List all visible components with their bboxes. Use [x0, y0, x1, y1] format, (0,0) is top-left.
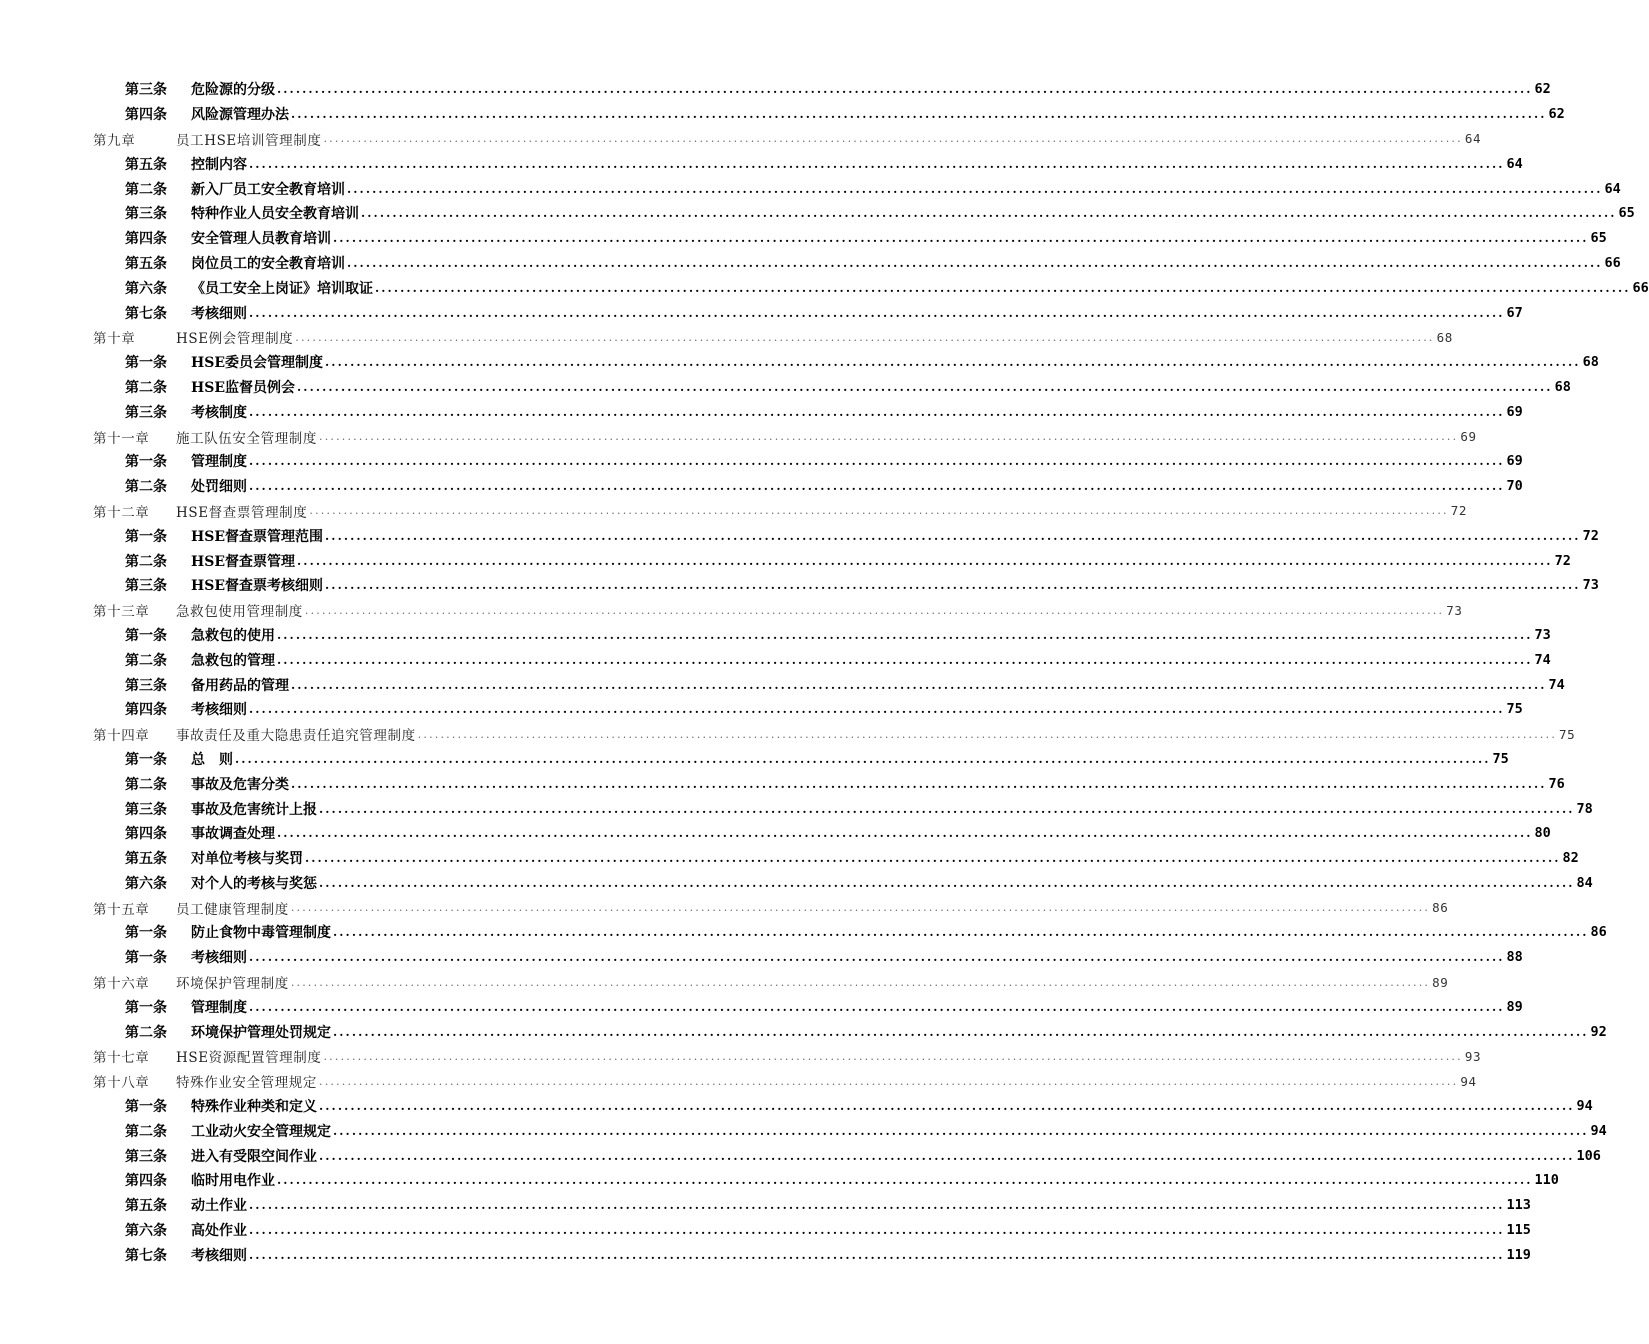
toc-page-number: 75 [1492, 750, 1509, 767]
toc-page-number: 73 [1446, 602, 1463, 618]
toc-entry-label [125, 1220, 247, 1240]
dot-leader: ........................................................................................................................................................................................................ [291, 677, 1547, 692]
dot-leader: ........................................................................................................................................................................................................ [319, 1074, 1459, 1088]
toc-entry-number: 第一条 [125, 950, 167, 967]
toc-article-entry[interactable] [0, 300, 1523, 325]
toc-article-entry[interactable] [0, 994, 1523, 1019]
dot-leader: ........................................................................................................................................................................................................ [333, 925, 1589, 940]
toc-entry-number: 第二条 [125, 1123, 167, 1140]
toc-entry-title: 考核细则 [191, 702, 247, 719]
toc-entry-label [125, 526, 323, 546]
toc-article-entry[interactable] [0, 151, 1523, 176]
toc-entry-number: 第五条 [125, 255, 167, 272]
toc-entry-title: 管理制度 [191, 999, 247, 1016]
toc-entry-label [93, 724, 416, 744]
toc-entry-number: 第十四章 [93, 728, 150, 745]
toc-page-number: 89 [1506, 998, 1523, 1015]
toc-entry-title: 危险源的分级 [191, 82, 275, 99]
toc-entry-label [125, 79, 275, 99]
toc-entry-title: 控制内容 [191, 156, 247, 173]
toc-entry-label [125, 253, 345, 273]
toc-entry-label [93, 1046, 321, 1066]
dot-leader: ........................................................................................................................................................................................................ [375, 280, 1631, 295]
toc-entry-title: 岗位员工的安全教育培训 [191, 255, 345, 272]
toc-page-number: 106 [1576, 1147, 1601, 1164]
toc-page-number: 64 [1464, 131, 1482, 147]
toc-entry-title: 新入厂员工安全教育培训 [191, 181, 345, 198]
toc-page-number: 86 [1590, 924, 1607, 941]
dot-leader: ........................................................................................................................................................................................................ [249, 702, 1505, 717]
toc-entry-number: 第二条 [125, 776, 167, 793]
toc-entry-label [125, 799, 317, 819]
toc-entry-number: 第一条 [125, 454, 167, 471]
dot-leader: ........................................................................................................................................................................................................ [333, 231, 1589, 246]
dot-leader: ........................................................................................................................................................................................................ [249, 404, 1505, 419]
toc-article-entry[interactable] [0, 1143, 1601, 1168]
toc-entry-title: 员工健康管理制度 [176, 901, 289, 918]
toc-page-number: 94 [1576, 1098, 1593, 1115]
toc-page-number: 69 [1506, 403, 1523, 420]
toc-entry-number: 第三条 [125, 578, 167, 595]
toc-page-number: 74 [1548, 676, 1565, 693]
toc-entry-title: 事故责任及重大隐患责任追究管理制度 [176, 728, 416, 745]
toc-entry-title: 风险源管理办法 [191, 107, 289, 124]
toc-article-entry[interactable] [0, 697, 1523, 722]
toc-entry-title: 工业动火安全管理规定 [191, 1123, 331, 1140]
toc-entry-label [93, 972, 289, 992]
toc-entry-number: 第十五章 [93, 901, 150, 918]
toc-entry-label [125, 402, 247, 422]
toc-entry-number: 第十三章 [93, 604, 150, 621]
toc-entry-number: 第二条 [125, 1024, 167, 1041]
toc-entry-title: 考核制度 [191, 404, 247, 421]
toc-entry-label [125, 1170, 275, 1190]
toc-entry-label [125, 1022, 331, 1042]
toc-chapter-entry[interactable] [0, 598, 1463, 623]
toc-chapter-entry[interactable] [0, 127, 1482, 152]
toc-entry-number: 第四条 [125, 231, 167, 248]
toc-chapter-entry[interactable] [0, 970, 1449, 995]
toc-entry-title: 管理制度 [191, 454, 247, 471]
toc-entry-label [125, 179, 345, 199]
dot-leader: ........................................................................................................................................................................................................ [319, 1099, 1575, 1114]
toc-entry-number: 第四条 [125, 1173, 167, 1190]
toc-chapter-entry[interactable] [0, 722, 1576, 747]
toc-entry-number: 第六条 [125, 280, 167, 297]
toc-page-number: 78 [1576, 800, 1593, 817]
toc-entry-title: 总 则 [191, 751, 233, 768]
dot-leader: ........................................................................................................................................................................................................ [325, 578, 1581, 593]
toc-page-number: 62 [1534, 81, 1551, 98]
toc-entry-number: 第一条 [125, 627, 167, 644]
toc-entry-title: 特殊作业安全管理规定 [176, 1075, 317, 1092]
dot-leader: ........................................................................................................................................................................................................ [297, 553, 1553, 568]
toc-entry-label [125, 377, 295, 397]
toc-entry-title: 环境保护管理处罚规定 [191, 1024, 331, 1041]
dot-leader: ........................................................................................................................................................................................................ [323, 132, 1463, 146]
dot-leader: ........................................................................................................................................................................................................ [249, 454, 1505, 469]
toc-entry-title: 特种作业人员安全教育培训 [191, 206, 359, 223]
toc-entry-number: 第四条 [125, 702, 167, 719]
toc-entry-label [125, 1146, 317, 1166]
toc-entry-number: 第十七章 [93, 1050, 150, 1067]
toc-entry-number: 第二条 [125, 652, 167, 669]
toc-article-entry[interactable] [0, 548, 1571, 573]
toc-page-number: 115 [1506, 1222, 1531, 1239]
toc-page-number: 113 [1506, 1197, 1531, 1214]
toc-entry-title: 动土作业 [191, 1198, 247, 1215]
toc-entry-title: HSE委员会管理制度 [191, 355, 324, 372]
toc-page-number: 92 [1590, 1023, 1607, 1040]
toc-page-number: 64 [1604, 180, 1621, 197]
dot-leader: ........................................................................................................................................................................................................ [295, 330, 1435, 344]
toc-page-number: 66 [1632, 279, 1649, 296]
toc-entry-number: 第四条 [125, 107, 167, 124]
toc-page-number: 66 [1604, 254, 1621, 271]
dot-leader: ........................................................................................................................................................................................................ [347, 181, 1603, 196]
toc-entry-label [125, 278, 373, 298]
toc-entry-label [125, 1245, 247, 1265]
toc-page-number: 74 [1534, 651, 1551, 668]
toc-entry-label [125, 303, 247, 323]
dot-leader: ........................................................................................................................................................................................................ [319, 430, 1459, 444]
toc-entry-title: HSE督查票考核细则 [191, 578, 324, 595]
dot-leader: ........................................................................................................................................................................................................ [347, 255, 1603, 270]
toc-page-number: 119 [1506, 1246, 1531, 1263]
toc-article-entry[interactable] [0, 275, 1649, 300]
toc-article-entry[interactable] [0, 1193, 1531, 1218]
toc-entry-title: 急救包使用管理制度 [176, 604, 303, 621]
toc-article-entry[interactable] [0, 176, 1621, 201]
toc-entry-title: 对个人的考核与奖惩 [191, 875, 317, 892]
toc-entry-label [93, 501, 307, 521]
toc-article-entry[interactable] [0, 1218, 1531, 1243]
toc-entry-title: 员工HSE培训管理制度 [176, 132, 322, 149]
toc-entry-number: 第三条 [125, 404, 167, 421]
toc-article-entry[interactable] [0, 1242, 1531, 1267]
toc-page-number: 88 [1506, 949, 1523, 966]
toc-article-entry[interactable] [0, 846, 1579, 871]
toc-page-number: 69 [1460, 429, 1477, 445]
dot-leader: ........................................................................................................................................................................................................ [304, 603, 1445, 617]
toc-entry-number: 第三条 [125, 801, 167, 818]
toc-entry-label [125, 749, 233, 769]
toc-entry-title: 临时用电作业 [191, 1173, 275, 1190]
toc-entry-label [93, 898, 289, 918]
toc-entry-label [125, 625, 275, 645]
toc-entry-label [125, 699, 247, 719]
toc-article-entry[interactable] [0, 350, 1599, 375]
toc-entry-number: 第七条 [125, 305, 167, 322]
toc-entry-title: HSE督查票管理 [191, 553, 296, 570]
toc-article-entry[interactable] [0, 102, 1565, 127]
dot-leader: ........................................................................................................................................................................................................ [249, 156, 1505, 171]
toc-entry-label [125, 154, 247, 174]
toc-entry-title: 特殊作业种类和定义 [191, 1099, 317, 1116]
toc-entry-label [125, 675, 289, 695]
toc-page-number: 67 [1506, 304, 1523, 321]
toc-article-entry[interactable] [0, 399, 1523, 424]
toc-entry-number: 第四条 [125, 826, 167, 843]
dot-leader: ........................................................................................................................................................................................................ [277, 82, 1533, 97]
toc-entry-title: 考核细则 [191, 1247, 247, 1264]
toc-entry-title: HSE例会管理制度 [176, 331, 294, 348]
toc-entry-number: 第十二章 [93, 504, 150, 521]
toc-entry-number: 第一条 [125, 1099, 167, 1116]
toc-page-number: 110 [1534, 1172, 1559, 1189]
dot-leader: ........................................................................................................................................................................................................ [309, 504, 1449, 518]
toc-article-entry[interactable] [0, 672, 1565, 697]
toc-entry-number: 第二条 [125, 181, 167, 198]
toc-article-entry[interactable] [0, 871, 1593, 896]
toc-article-entry[interactable] [0, 920, 1607, 945]
toc-page-number: 65 [1618, 205, 1635, 222]
toc-entry-number: 第十一章 [93, 430, 150, 447]
toc-entry-number: 第一条 [125, 528, 167, 545]
toc-entry-label [125, 997, 247, 1017]
dot-leader: ........................................................................................................................................................................................................ [417, 727, 1558, 741]
toc-page-number: 72 [1450, 503, 1467, 519]
toc-entry-title: 施工队伍安全管理制度 [176, 430, 317, 447]
toc-page-number: 82 [1562, 850, 1579, 867]
dot-leader: ........................................................................................................................................................................................................ [277, 627, 1533, 642]
toc-page-number: 68 [1582, 354, 1599, 371]
toc-page-number: 68 [1436, 329, 1453, 345]
dot-leader: ........................................................................................................................................................................................................ [297, 379, 1553, 394]
toc-article-entry[interactable] [0, 623, 1551, 648]
toc-article-entry[interactable] [0, 1019, 1607, 1044]
toc-entry-title: 考核细则 [191, 305, 247, 322]
toc-page-number: 94 [1590, 1122, 1607, 1139]
toc-entry-number: 第三条 [125, 206, 167, 223]
toc-page-number: 76 [1548, 775, 1565, 792]
toc-article-entry[interactable] [0, 747, 1509, 772]
toc-entry-number: 第五条 [125, 851, 167, 868]
toc-entry-number: 第一条 [125, 999, 167, 1016]
toc-entry-title: 进入有受限空间作业 [191, 1148, 317, 1165]
toc-entry-title: 急救包的使用 [191, 627, 275, 644]
toc-entry-number: 第一条 [125, 751, 167, 768]
toc-article-entry[interactable] [0, 647, 1551, 672]
toc-page-number: 80 [1534, 825, 1551, 842]
toc-entry-label [93, 600, 303, 620]
toc-entry-number: 第二条 [125, 479, 167, 496]
toc-entry-title: HSE资源配置管理制度 [176, 1050, 322, 1067]
toc-entry-title: 防止食物中毒管理制度 [191, 925, 331, 942]
toc-entry-label [93, 129, 321, 149]
dot-leader: ........................................................................................................................................................................................................ [249, 1247, 1505, 1262]
dot-leader: ........................................................................................................................................................................................................ [249, 1198, 1505, 1213]
toc-entry-label [93, 327, 293, 347]
dot-leader: ........................................................................................................................................................................................................ [235, 751, 1491, 766]
toc-chapter-entry[interactable] [0, 895, 1449, 920]
toc-entry-label [125, 228, 331, 248]
toc-entry-label [93, 427, 317, 447]
toc-entry-number: 第六条 [125, 1223, 167, 1240]
toc-page-number: 89 [1432, 974, 1449, 990]
toc-page-number: 73 [1582, 577, 1599, 594]
dot-leader: ........................................................................................................................................................................................................ [249, 950, 1505, 965]
toc-page-number: 75 [1506, 701, 1523, 718]
toc-entry-title: 备用药品的管理 [191, 677, 289, 694]
toc-entry-number: 第一条 [125, 925, 167, 942]
toc-entry-number: 第九章 [93, 132, 136, 149]
dot-leader: ........................................................................................................................................................................................................ [277, 652, 1533, 667]
toc-page-number: 84 [1576, 874, 1593, 891]
toc-article-entry[interactable] [0, 1094, 1593, 1119]
toc-entry-number: 第十六章 [93, 976, 150, 993]
dot-leader: ........................................................................................................................................................................................................ [333, 1123, 1589, 1138]
toc-entry-number: 第三条 [125, 1148, 167, 1165]
toc-article-entry[interactable] [0, 1118, 1607, 1143]
toc-entry-title: HSE监督员例会 [191, 379, 296, 396]
dot-leader: ........................................................................................................................................................................................................ [249, 305, 1505, 320]
toc-entry-label [125, 922, 331, 942]
toc-chapter-entry[interactable] [0, 325, 1453, 350]
toc-page-number: 72 [1582, 527, 1599, 544]
toc-entry-number: 第一条 [125, 355, 167, 372]
dot-leader: ........................................................................................................................................................................................................ [290, 901, 1431, 915]
toc-entry-label [125, 774, 289, 794]
dot-leader: ........................................................................................................................................................................................................ [291, 776, 1547, 791]
toc-entry-number: 第六条 [125, 875, 167, 892]
toc-page-number: 73 [1534, 626, 1551, 643]
toc-article-entry[interactable] [0, 796, 1593, 821]
toc-article-entry[interactable] [0, 201, 1635, 226]
toc-entry-label [125, 1096, 317, 1116]
toc-page-number: 70 [1506, 478, 1523, 495]
toc-entry-title: 事故及危害分类 [191, 776, 289, 793]
toc-entry-label [93, 1071, 317, 1091]
toc-article-entry[interactable] [0, 523, 1599, 548]
toc-article-entry[interactable] [0, 77, 1551, 102]
toc-entry-number: 第三条 [125, 82, 167, 99]
toc-entry-label [125, 873, 317, 893]
toc-entry-label [125, 551, 295, 571]
toc-article-entry[interactable] [0, 1168, 1559, 1193]
toc-chapter-entry[interactable] [0, 1069, 1477, 1094]
toc-entry-label [125, 203, 359, 223]
toc-page-number: 94 [1460, 1073, 1477, 1089]
toc-entry-label [125, 1121, 331, 1141]
toc-page-number: 75 [1559, 726, 1576, 742]
toc-entry-label [125, 575, 323, 595]
toc-chapter-entry[interactable] [0, 424, 1477, 449]
toc-page-number: 69 [1506, 453, 1523, 470]
toc-entry-title: 安全管理人员教育培训 [191, 231, 331, 248]
toc-entry-label [125, 1195, 247, 1215]
toc-page-number: 86 [1432, 900, 1449, 916]
toc-entry-title: 考核细则 [191, 950, 247, 967]
toc-article-entry[interactable] [0, 771, 1565, 796]
toc-entry-number: 第二条 [125, 379, 167, 396]
dot-leader: ........................................................................................................................................................................................................ [325, 528, 1581, 543]
dot-leader: ........................................................................................................................................................................................................ [319, 1148, 1575, 1163]
dot-leader: ........................................................................................................................................................................................................ [291, 107, 1547, 122]
toc-entry-title: 处罚细则 [191, 479, 247, 496]
toc-entry-label [125, 650, 275, 670]
dot-leader: ........................................................................................................................................................................................................ [361, 206, 1617, 221]
dot-leader: ........................................................................................................................................................................................................ [249, 479, 1505, 494]
toc-page-number: 65 [1590, 230, 1607, 247]
toc-article-entry[interactable] [0, 375, 1571, 400]
toc-article-entry[interactable] [0, 821, 1551, 846]
toc-page-number: 68 [1554, 378, 1571, 395]
toc-entry-number: 第五条 [125, 1198, 167, 1215]
toc-entry-number: 第二条 [125, 553, 167, 570]
toc-article-entry[interactable] [0, 474, 1523, 499]
dot-leader: ........................................................................................................................................................................................................ [277, 826, 1533, 841]
toc-entry-label [125, 104, 289, 124]
toc-article-entry[interactable] [0, 251, 1621, 276]
toc-entry-label [125, 352, 323, 372]
dot-leader: ........................................................................................................................................................................................................ [319, 875, 1575, 890]
dot-leader: ........................................................................................................................................................................................................ [325, 355, 1581, 370]
toc-article-entry[interactable] [0, 226, 1607, 251]
toc-entry-number: 第七条 [125, 1247, 167, 1264]
toc-entry-label [125, 848, 303, 868]
toc-article-entry[interactable] [0, 449, 1523, 474]
toc-page-number: 64 [1506, 155, 1523, 172]
dot-leader: ........................................................................................................................................................................................................ [333, 1024, 1589, 1039]
toc-entry-title: 事故及危害统计上报 [191, 801, 317, 818]
toc-entry-title: 急救包的管理 [191, 652, 275, 669]
toc-entry-number: 第十八章 [93, 1075, 150, 1092]
toc-entry-title: 对单位考核与奖罚 [191, 851, 303, 868]
toc-entry-title: 《员工安全上岗证》培训取证 [191, 280, 373, 297]
toc-entry-label [125, 947, 247, 967]
toc-entry-label [125, 451, 247, 471]
toc-article-entry[interactable] [0, 945, 1523, 970]
toc-entry-number: 第五条 [125, 156, 167, 173]
toc-entry-number: 第三条 [125, 677, 167, 694]
dot-leader: ........................................................................................................................................................................................................ [305, 851, 1561, 866]
table-of-contents [0, 77, 1649, 1267]
toc-chapter-entry[interactable] [0, 499, 1467, 524]
toc-entry-title: 事故调查处理 [191, 826, 275, 843]
dot-leader: ........................................................................................................................................................................................................ [323, 1049, 1463, 1063]
toc-entry-label [125, 476, 247, 496]
toc-page-number: 62 [1548, 106, 1565, 123]
toc-entry-label [125, 823, 275, 843]
toc-entry-number: 第十章 [93, 331, 136, 348]
toc-chapter-entry[interactable] [0, 1044, 1482, 1069]
toc-page-number: 72 [1554, 552, 1571, 569]
dot-leader: ........................................................................................................................................................................................................ [319, 801, 1575, 816]
toc-entry-title: HSE督查票管理范围 [191, 528, 324, 545]
dot-leader: ........................................................................................................................................................................................................ [249, 999, 1505, 1014]
toc-article-entry[interactable] [0, 573, 1599, 598]
toc-page-number: 93 [1464, 1048, 1482, 1064]
dot-leader: ........................................................................................................................................................................................................ [290, 975, 1431, 989]
toc-entry-title: 高处作业 [191, 1223, 247, 1240]
toc-entry-title: HSE督查票管理制度 [176, 504, 308, 521]
toc-entry-title: 环境保护管理制度 [176, 976, 289, 993]
dot-leader: ........................................................................................................................................................................................................ [249, 1223, 1505, 1238]
dot-leader: ........................................................................................................................................................................................................ [277, 1173, 1533, 1188]
